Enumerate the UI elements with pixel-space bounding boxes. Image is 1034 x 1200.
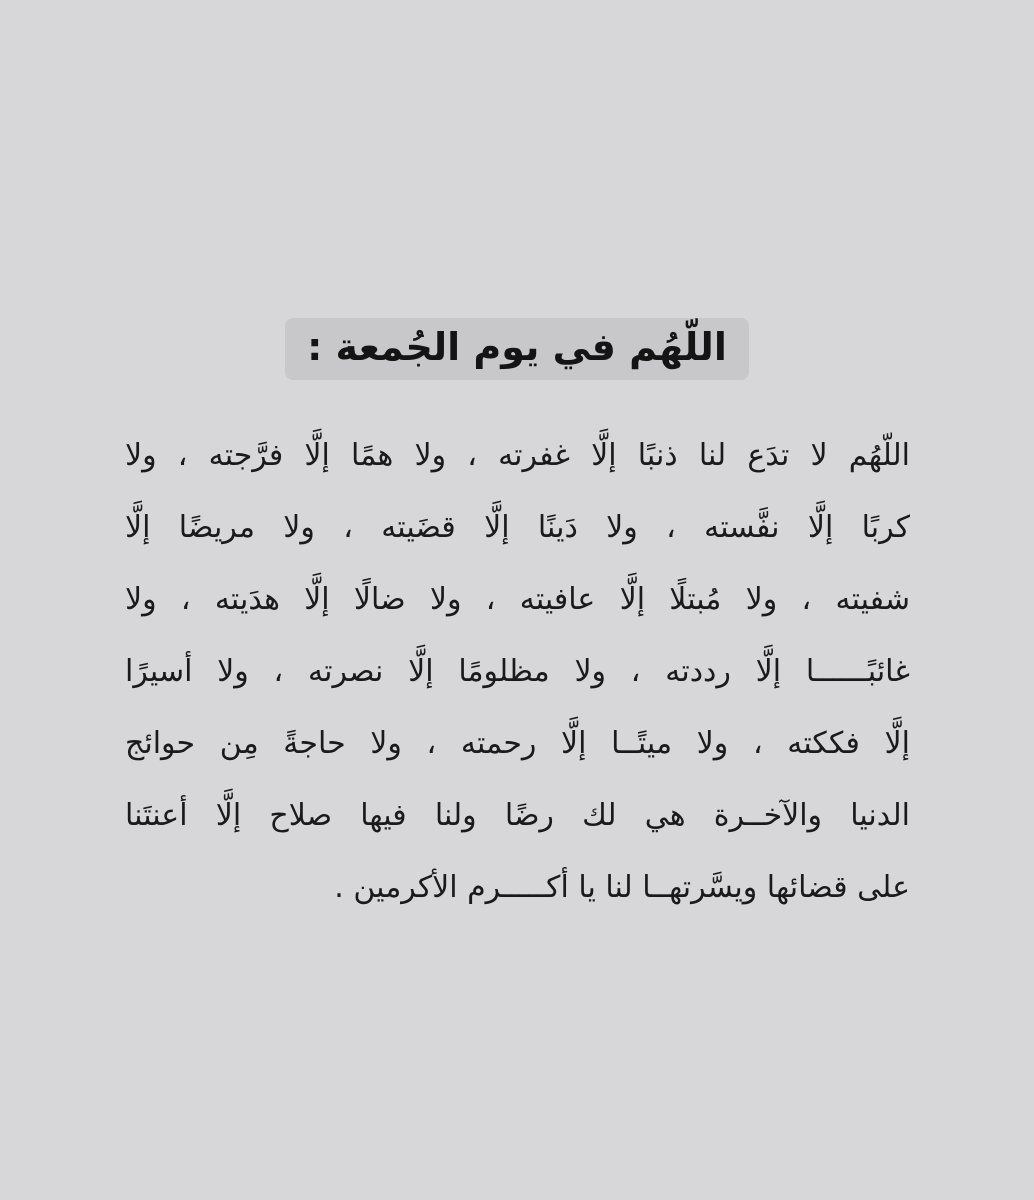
text-line: شفيته ، ولا مُبتلًا إلَّا عافيته ، ولا ضالًا إلَّا هدَيته ، ولا: [125, 582, 910, 617]
text-line: على قضائها ويسَّرتهــا لنا يا أكـــــرم الأكرمين .: [334, 870, 910, 905]
page-title: اللّهُم في يوم الجُمعة :: [285, 318, 749, 380]
text-line: إلَّا فككته ، ولا ميتًــا إلَّا رحمته ، ولا حاجةً مِن حوائج: [125, 726, 910, 761]
text-line: اللّهُم لا تدَع لنا ذنبًا إلَّا غفرته ، ولا همًا إلَّا فرَّجته ، ولا: [125, 438, 910, 473]
supplication-text: [125, 420, 910, 924]
text-line: كربًا إلَّا نفَّسته ، ولا دَينًا إلَّا قضَيته ، ولا مريضًا إلَّا: [125, 510, 910, 545]
title-container: [0, 318, 1034, 380]
text-line: غائبًــــــا إلَّا رددته ، ولا مظلومًا إلَّا نصرته ، ولا أسيرًا: [125, 654, 910, 689]
text-line: الدنيا والآخــرة هي لك رضًا ولنا فيها صلاح إلَّا أعنتَنا: [125, 798, 910, 833]
